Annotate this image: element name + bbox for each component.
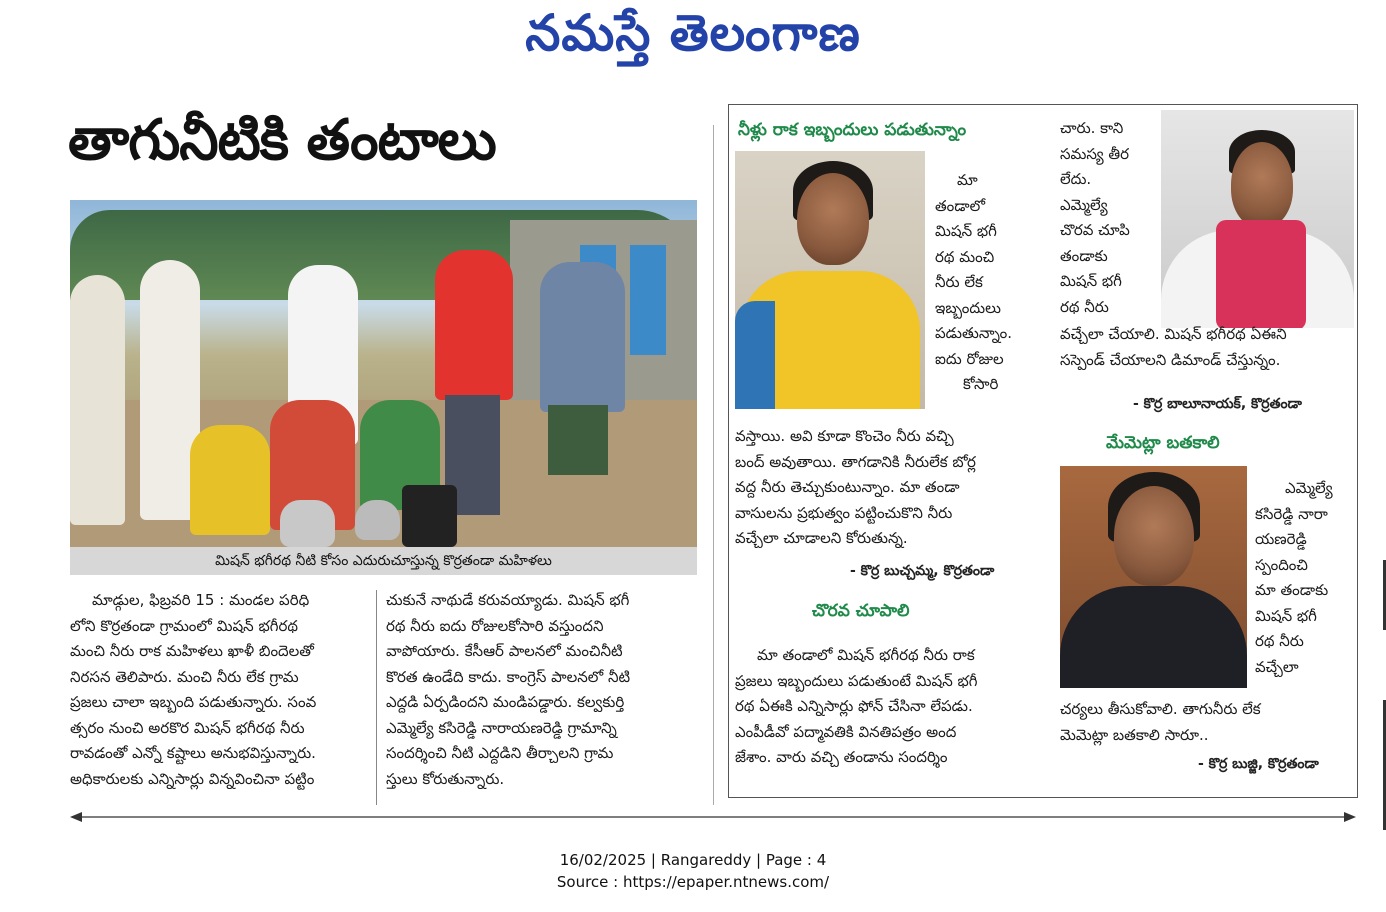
story-line: వాపోయారు. కేసీఆర్ పాలనలో మంచినీటి <box>386 642 623 660</box>
quote-1-wide <box>735 424 1027 552</box>
quote-line: జేశాం. వారు వచ్చి తండాను సందర్శిం <box>735 748 948 766</box>
story-column-2 <box>386 588 698 792</box>
quote-line: ఎమ్మెల్యే <box>1285 479 1333 497</box>
quote-line: పడుతున్నాం. <box>935 324 1013 342</box>
main-photo <box>70 200 697 547</box>
story-line: నిరసన తెలిపారు. మంచి నీరు లేక గ్రామ <box>70 667 299 686</box>
quote-line: కసిరెడ్డి నారా <box>1255 504 1328 523</box>
quote-4-wide <box>1060 697 1355 748</box>
portrait-bujji <box>1060 466 1247 688</box>
quote-line: సస్పెండ్ చేయాలని డిమాండ్ చేస్తున్నం. <box>1060 350 1281 369</box>
quote-line: మిషన్ భగీ <box>935 222 997 240</box>
quote-1-narrow <box>935 168 1027 398</box>
story-line: ఎమ్మెల్యే కసిరెడ్డి నారాయణరెడ్డి గ్రామాన్ని <box>386 718 617 737</box>
quote-line: తండాకు <box>1060 246 1108 265</box>
story-column-1 <box>70 588 370 792</box>
quote-line: ప్రజలు ఇబ్బందులు పడుతుంటే మిషన్ భగీ <box>735 671 978 690</box>
quote-line: చొరవ చూపి <box>1060 221 1130 239</box>
story-line: లోని కొర్రతండా గ్రామంలో మిషన్ భగీరథ <box>70 616 298 635</box>
footer-date-line: 16/02/2025 | Rangareddy | Page : 4 <box>559 851 827 869</box>
quote-line: మా <box>957 171 978 189</box>
quote-2-body <box>735 643 1027 771</box>
quote-line: వద్ద నీరు తెచ్చుకుంటున్నాం. మా తండా <box>735 478 960 496</box>
portrait-buchamma <box>735 151 925 409</box>
quote-line: లేదు. <box>1060 170 1092 188</box>
column-divider <box>376 590 377 805</box>
quote-line: రథ మంచి <box>935 247 995 266</box>
footer-source-line: Source : https://epaper.ntnews.com/ <box>556 873 830 891</box>
story-line: కొరత ఉండేది కాదు. కాంగ్రెస్ పాలనలో నీటి <box>386 667 631 686</box>
quote-1-signature: - కొర్ర బుచ్చమ్మ, కొర్రతండా <box>850 563 995 579</box>
story-line: త్సరం నుంచి అరకొర మిషన్ భగీరథ నీరు <box>70 718 305 737</box>
photo-caption: మిషన్ భగీరథ నీటి కోసం ఎదురుచూస్తున్న కొర్రతండా మహిళలు <box>70 547 697 575</box>
story-line: మాడ్గుల, ఫిబ్రవరి 15 : మండల పరిధి <box>92 591 310 609</box>
quote-3-narrow <box>1060 116 1155 320</box>
quote-line: ఎమ్మెల్యే <box>1060 195 1108 214</box>
story-line: ఎద్దడి ఏర్పడిందని మండిపడ్డారు. కల్వకుర్తి <box>386 693 625 711</box>
story-line: రథ నీరు ఐదు రోజులకోసారి వస్తుందని <box>386 616 604 635</box>
quote-line: వచ్చేలా చేయాలి. మిషన్ భగీరథ ఏఈని <box>1060 325 1287 343</box>
quote-line: కోసారి <box>963 375 999 393</box>
quote-4-narrow <box>1255 476 1355 680</box>
quote-line: తండాలో <box>935 196 986 215</box>
quote-2-title: చొరవ చూపాలి <box>812 601 910 621</box>
story-line: స్తులు కోరుతున్నారు. <box>386 769 505 788</box>
quote-line: చర్యలు తీసుకోవాలి. తాగునీరు లేక <box>1060 700 1261 718</box>
quote-line: మిషన్ భగీ <box>1255 606 1317 625</box>
portrait-balunayak <box>1161 110 1354 328</box>
quote-line: వస్తాయి. అవి కూడా కొంచెం నీరు వచ్చి <box>735 427 954 445</box>
headline: తాగునీటికి తంటాలు <box>68 108 496 173</box>
quote-line: వచ్చేలా <box>1255 657 1299 676</box>
quote-line: నీరు లేక <box>935 273 983 291</box>
quote-line: స్పందించి <box>1255 555 1308 574</box>
story-line: అధికారులకు ఎన్నిసార్లు విన్నవించినా పట్టిం <box>70 769 315 788</box>
story-line: సందర్శించి నీటి ఎద్దడిని తీర్చాలని గ్రామ <box>386 744 614 762</box>
quote-line: రథ ఏఈకి ఎన్నిసార్లు ఫోన్ చేసినా లేపడు. <box>735 697 973 715</box>
quote-line: ఇబ్బందులు <box>935 298 1001 317</box>
story-line: రావడంతో ఎన్నో కష్టాలు అనుభవిస్తున్నారు. <box>70 744 316 762</box>
quote-line: మా తండాకు <box>1255 581 1329 599</box>
quote-line: వాసులను ప్రభుత్వం పట్టించుకొని నీరు <box>735 503 953 522</box>
quote-line: మెమెట్లా బతకాలి సారూ.. <box>1060 725 1209 744</box>
quote-3-wide <box>1060 322 1355 373</box>
quote-4-signature: - కొర్ర బుజ్జి, కొర్రతండా <box>1198 756 1319 772</box>
quote-line: బంద్ అవుతాయి. తాగడానికి నీరులేక బోర్ల <box>735 452 976 471</box>
quote-line: మిషన్ భగీ <box>1060 272 1122 290</box>
masthead-logo: నమస్తే తెలంగాణ <box>525 4 861 62</box>
quote-line: యణరెడ్డి <box>1255 530 1307 548</box>
quote-3-signature: - కొర్ర బాలూనాయక్, కొర్రతండా <box>1133 396 1302 412</box>
story-line: ప్రజలు చాలా ఇబ్బంది పడుతున్నారు. సంవ <box>70 693 317 711</box>
quote-line: రథ నీరు <box>1255 632 1304 650</box>
quote-4-title: మేమెట్లా బతకాలి <box>1106 433 1220 453</box>
quote-line: సమస్య తీర <box>1060 144 1130 163</box>
story-line: చుకునే నాథుడే కరువయ్యాడు. మిషన్ భగీ <box>386 591 630 609</box>
quote-line: ఐదు రోజుల <box>935 349 1004 368</box>
quote-line: ఎంపీడీవో పద్మావతికి వినతిపత్రం అంద <box>735 722 957 741</box>
story-line: మంచి నీరు రాక మహిళలు ఖాళీ బిందెలతో <box>70 642 314 660</box>
bottom-rule <box>70 810 1356 824</box>
quote-line: మా తండాలో మిషన్ భగీరథ నీరు రాక <box>757 646 975 664</box>
quote-1-title: నీళ్లు రాక ఇబ్బందులు పడుతున్నాం <box>738 120 967 140</box>
quote-line: చారు. కాని <box>1060 119 1124 137</box>
quote-line: రథ నీరు <box>1060 297 1109 316</box>
quote-line: వచ్చేలా చూడాలని కోరుతున్న. <box>735 529 908 547</box>
column-divider <box>713 125 714 805</box>
